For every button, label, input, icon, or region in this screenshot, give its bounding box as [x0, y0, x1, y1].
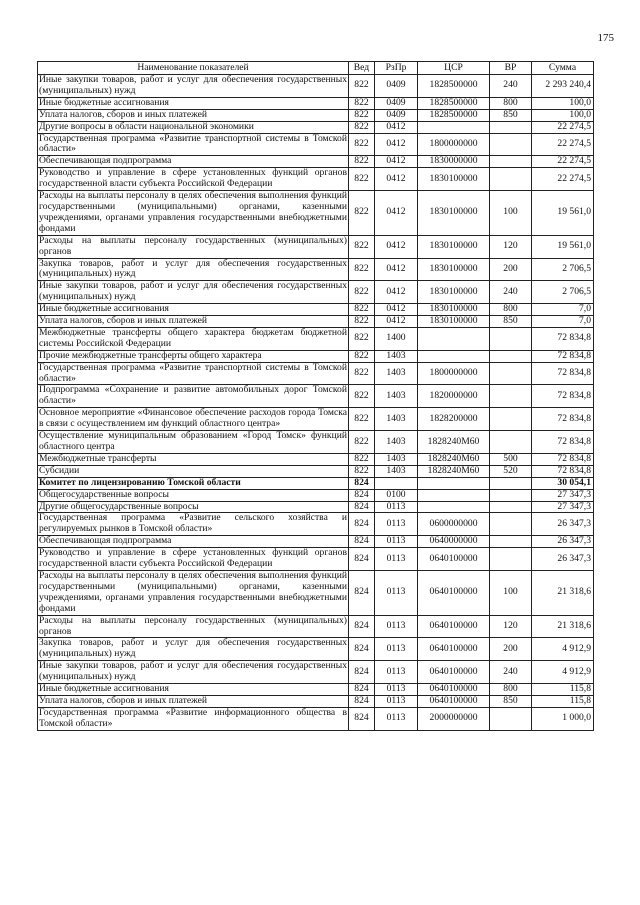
cell-sum: 115,8 — [532, 684, 594, 696]
table-row — [38, 133, 594, 156]
cell-rzpr — [375, 477, 418, 489]
cell-ved: 822 — [349, 75, 375, 98]
cell-name: Субсидии — [38, 465, 349, 477]
cell-rzpr: 0412 — [375, 191, 418, 236]
cell-sum: 72 834,8 — [532, 350, 594, 362]
cell-csr: 1800000000 — [418, 133, 490, 156]
table-row — [38, 684, 594, 696]
cell-sum: 2 706,5 — [532, 281, 594, 304]
cell-ved: 824 — [349, 548, 375, 571]
cell-rzpr: 0412 — [375, 133, 418, 156]
cell-rzpr: 0113 — [375, 548, 418, 571]
table-row — [38, 707, 594, 730]
cell-name: Межбюджетные трансферты — [38, 453, 349, 465]
cell-csr: 0640100000 — [418, 570, 490, 615]
cell-csr: 1830100000 — [418, 168, 490, 191]
cell-name: Расходы на выплаты персоналу государственных (муниципальных) органов — [39, 234, 347, 257]
cell-rzpr: 0113 — [375, 695, 418, 707]
cell-name: Руководство и управление в сфере установленных функций органов государственной власти субъекта Российской Федерации — [39, 167, 347, 190]
cell-rzpr: 0409 — [375, 109, 418, 121]
cell-vr: 800 — [490, 304, 532, 316]
cell-vr: 200 — [490, 638, 532, 661]
table-row — [38, 408, 594, 431]
cell-vr: 500 — [490, 453, 532, 465]
cell-sum: 4 912,9 — [532, 638, 594, 661]
cell-ved: 822 — [349, 408, 375, 431]
table-row — [38, 695, 594, 707]
cell-sum: 72 834,8 — [532, 453, 594, 465]
table-row — [38, 570, 594, 615]
cell-rzpr: 0113 — [375, 570, 418, 615]
cell-rzpr: 0113 — [375, 638, 418, 661]
table-row — [38, 501, 594, 513]
cell-vr — [490, 408, 532, 431]
cell-name: Государственная программа «Развитие информационного общества в Томской области» — [39, 706, 347, 729]
cell-ved: 822 — [349, 304, 375, 316]
cell-sum: 22 274,5 — [532, 168, 594, 191]
cell-vr: 120 — [490, 235, 532, 258]
cell-vr — [490, 156, 532, 168]
cell-csr — [418, 327, 490, 350]
cell-csr: 1828500000 — [418, 75, 490, 98]
cell-name: Расходы на выплаты персоналу в целях обеспечения выполнения функций государственными (муниципальными) органами, казенными учреждениями, органами управления государственными внебюджетными фондами — [39, 190, 347, 234]
header-csr: ЦСР — [418, 62, 490, 75]
cell-vr: 200 — [490, 258, 532, 281]
table-row — [38, 258, 594, 281]
cell-csr — [418, 489, 490, 501]
cell-rzpr: 0412 — [375, 316, 418, 328]
header-vr: ВР — [490, 62, 532, 75]
cell-ved: 824 — [349, 638, 375, 661]
cell-rzpr: 0412 — [375, 235, 418, 258]
cell-ved: 824 — [349, 501, 375, 513]
cell-ved: 822 — [349, 133, 375, 156]
cell-csr: 1830100000 — [418, 235, 490, 258]
cell-name: Обеспечивающая подпрограмма — [38, 536, 349, 548]
cell-ved: 824 — [349, 695, 375, 707]
cell-vr: 240 — [490, 661, 532, 684]
cell-vr — [490, 536, 532, 548]
cell-vr — [490, 489, 532, 501]
cell-csr: 1828500000 — [418, 109, 490, 121]
cell-rzpr: 0113 — [375, 684, 418, 696]
cell-ved: 824 — [349, 661, 375, 684]
cell-csr: 1830100000 — [418, 258, 490, 281]
cell-csr — [418, 121, 490, 133]
cell-name: Обеспечивающая подпрограмма — [38, 156, 349, 168]
cell-ved: 822 — [349, 281, 375, 304]
cell-name: Другие вопросы в области национальной экономики — [38, 121, 349, 133]
header-rzpr: РзПр — [375, 62, 418, 75]
table-row — [38, 362, 594, 385]
cell-sum: 26 347,3 — [532, 536, 594, 548]
cell-name: Иные бюджетные ассигнования — [38, 97, 349, 109]
cell-name: Осуществление муниципальным образованием «Город Томск» функций областного центра — [39, 430, 347, 452]
cell-vr — [490, 707, 532, 730]
cell-csr: 1828240М60 — [418, 465, 490, 477]
cell-ved: 822 — [349, 109, 375, 121]
cell-ved: 822 — [349, 362, 375, 385]
cell-csr: 1830100000 — [418, 191, 490, 236]
table-row — [38, 316, 594, 328]
cell-sum: 26 347,3 — [532, 513, 594, 536]
cell-name: Подпрограмма «Сохранение и развитие автомобильных дорог Томской области» — [39, 384, 347, 407]
cell-vr: 240 — [490, 281, 532, 304]
cell-rzpr: 1403 — [375, 465, 418, 477]
cell-rzpr: 1400 — [375, 327, 418, 350]
cell-ved: 822 — [349, 431, 375, 454]
table-row — [38, 548, 594, 571]
cell-rzpr: 0412 — [375, 156, 418, 168]
cell-sum: 100,0 — [532, 97, 594, 109]
cell-name: Уплата налогов, сборов и иных платежей — [38, 695, 349, 707]
cell-vr: 100 — [490, 570, 532, 615]
cell-name: Иные закупки товаров, работ и услуг для обеспечения государственных (муниципальных) нужд — [39, 660, 347, 683]
cell-vr: 240 — [490, 75, 532, 98]
cell-rzpr: 0113 — [375, 536, 418, 548]
cell-vr: 120 — [490, 615, 532, 638]
cell-sum: 30 054,1 — [532, 477, 594, 489]
cell-name: Комитет по лицензированию Томской области — [38, 477, 349, 489]
cell-csr: 1800000000 — [418, 362, 490, 385]
cell-rzpr: 0100 — [375, 489, 418, 501]
cell-sum: 100,0 — [532, 109, 594, 121]
cell-rzpr: 0412 — [375, 304, 418, 316]
cell-sum: 7,0 — [532, 316, 594, 328]
cell-rzpr: 0412 — [375, 168, 418, 191]
cell-ved: 822 — [349, 121, 375, 133]
page-number: 175 — [597, 32, 614, 44]
cell-csr: 0640100000 — [418, 548, 490, 571]
cell-ved: 822 — [349, 465, 375, 477]
cell-sum: 22 274,5 — [532, 133, 594, 156]
table-row — [38, 489, 594, 501]
cell-vr — [490, 513, 532, 536]
table-row — [38, 281, 594, 304]
cell-name: Государственная программа «Развитие сельского хозяйства и регулируемых рынков в Томской области» — [39, 512, 347, 535]
header-name: Наименование показателей — [38, 62, 349, 75]
cell-vr — [490, 362, 532, 385]
table-row — [38, 385, 594, 408]
cell-rzpr: 0113 — [375, 501, 418, 513]
cell-sum: 19 561,0 — [532, 191, 594, 236]
table-row — [38, 465, 594, 477]
cell-rzpr: 0113 — [375, 513, 418, 536]
cell-name: Прочие межбюджетные трансферты общего характера — [38, 350, 349, 362]
cell-name: Государственная программа «Развитие транспортной системы в Томской области» — [39, 361, 347, 384]
cell-ved: 824 — [349, 684, 375, 696]
cell-rzpr: 0412 — [375, 281, 418, 304]
table-row — [38, 304, 594, 316]
table-row — [38, 75, 594, 98]
cell-sum: 72 834,8 — [532, 431, 594, 454]
cell-vr — [490, 431, 532, 454]
cell-vr — [490, 327, 532, 350]
cell-vr — [490, 168, 532, 191]
cell-csr: 0640000000 — [418, 536, 490, 548]
cell-csr: 0640100000 — [418, 638, 490, 661]
cell-sum: 72 834,8 — [532, 362, 594, 385]
table-row — [38, 513, 594, 536]
cell-name: Уплата налогов, сборов и иных платежей — [38, 109, 349, 121]
cell-sum: 1 000,0 — [532, 707, 594, 730]
cell-ved: 824 — [349, 489, 375, 501]
cell-name: Руководство и управление в сфере установленных функций органов государственной власти субъекта Российской Федерации — [39, 547, 347, 570]
cell-vr: 850 — [490, 316, 532, 328]
cell-sum: 4 912,9 — [532, 661, 594, 684]
cell-sum: 19 561,0 — [532, 235, 594, 258]
cell-ved: 822 — [349, 258, 375, 281]
cell-ved: 824 — [349, 536, 375, 548]
cell-csr: 0640100000 — [418, 695, 490, 707]
cell-sum: 26 347,3 — [532, 548, 594, 571]
cell-ved: 824 — [349, 570, 375, 615]
cell-vr — [490, 501, 532, 513]
cell-name: Общегосударственные вопросы — [38, 489, 349, 501]
cell-ved: 822 — [349, 235, 375, 258]
cell-sum: 21 318,6 — [532, 615, 594, 638]
table-row — [38, 477, 594, 489]
cell-vr: 850 — [490, 109, 532, 121]
cell-csr — [418, 350, 490, 362]
cell-csr: 0600000000 — [418, 513, 490, 536]
cell-rzpr: 1403 — [375, 362, 418, 385]
cell-vr — [490, 548, 532, 571]
cell-vr: 850 — [490, 695, 532, 707]
cell-name: Иные закупки товаров, работ и услуг для обеспечения государственных (муниципальных) нужд — [39, 280, 347, 303]
table-body — [38, 75, 594, 731]
table-row — [38, 97, 594, 109]
header-ved: Вед — [349, 62, 375, 75]
cell-ved: 822 — [349, 156, 375, 168]
cell-ved: 824 — [349, 513, 375, 536]
cell-rzpr: 1403 — [375, 385, 418, 408]
cell-csr: 1830100000 — [418, 304, 490, 316]
cell-ved: 822 — [349, 191, 375, 236]
table-row — [38, 191, 594, 236]
cell-ved: 822 — [349, 327, 375, 350]
cell-ved: 822 — [349, 316, 375, 328]
table-row — [38, 638, 594, 661]
cell-ved: 824 — [349, 615, 375, 638]
cell-sum: 2 293 240,4 — [532, 75, 594, 98]
cell-ved: 824 — [349, 707, 375, 730]
table-row — [38, 615, 594, 638]
cell-rzpr: 0412 — [375, 258, 418, 281]
cell-sum: 72 834,8 — [532, 465, 594, 477]
header-sum: Сумма — [532, 62, 594, 75]
cell-name: Расходы на выплаты персоналу в целях обеспечения выполнения функций государственными (муниципальными) органами, казенными учреждениями, органами управления государственными внебюджетными фондами — [39, 569, 347, 614]
cell-sum: 115,8 — [532, 695, 594, 707]
cell-rzpr: 1403 — [375, 350, 418, 362]
cell-name: Закупка товаров, работ и услуг для обеспечения государственных (муниципальных) нужд — [39, 257, 347, 280]
cell-name: Иные бюджетные ассигнования — [38, 684, 349, 696]
cell-name: Уплата налогов, сборов и иных платежей — [38, 316, 349, 328]
cell-csr: 0640100000 — [418, 684, 490, 696]
table-row — [38, 350, 594, 362]
cell-name: Основное мероприятие «Финансовое обеспечение расходов города Томска в связи с осуществлением им функций областного центра» — [39, 407, 347, 430]
table-row — [38, 121, 594, 133]
cell-vr: 800 — [490, 684, 532, 696]
cell-rzpr: 1403 — [375, 408, 418, 431]
table-header-row — [38, 62, 594, 75]
cell-csr: 1830000000 — [418, 156, 490, 168]
cell-ved: 822 — [349, 97, 375, 109]
cell-csr: 1830100000 — [418, 316, 490, 328]
cell-vr — [490, 121, 532, 133]
cell-vr: 520 — [490, 465, 532, 477]
cell-csr: 0640100000 — [418, 661, 490, 684]
cell-csr: 0640100000 — [418, 615, 490, 638]
cell-sum: 7,0 — [532, 304, 594, 316]
cell-name: Другие общегосударственные вопросы — [38, 501, 349, 513]
table-row — [38, 661, 594, 684]
cell-ved: 822 — [349, 350, 375, 362]
cell-sum: 21 318,6 — [532, 570, 594, 615]
cell-sum: 22 274,5 — [532, 121, 594, 133]
cell-name: Закупка товаров, работ и услуг для обеспечения государственных (муниципальных) нужд — [39, 637, 347, 660]
table-row — [38, 156, 594, 168]
table-row — [38, 327, 594, 350]
cell-vr — [490, 350, 532, 362]
table-row — [38, 431, 594, 454]
cell-rzpr: 0113 — [375, 707, 418, 730]
cell-vr — [490, 477, 532, 489]
table-row — [38, 453, 594, 465]
cell-ved: 824 — [349, 477, 375, 489]
cell-vr: 100 — [490, 191, 532, 236]
cell-rzpr: 0412 — [375, 121, 418, 133]
cell-name: Расходы на выплаты персоналу государственных (муниципальных) органов — [39, 614, 347, 637]
cell-sum: 27 347,3 — [532, 489, 594, 501]
cell-name: Иные закупки товаров, работ и услуг для обеспечения государственных (муниципальных) нужд — [39, 74, 347, 96]
cell-csr: 1820000000 — [418, 385, 490, 408]
budget-table — [37, 61, 594, 731]
table-row — [38, 235, 594, 258]
cell-ved: 822 — [349, 453, 375, 465]
cell-csr: 1828500000 — [418, 97, 490, 109]
cell-name: Государственная программа «Развитие транспортной системы в Томской области» — [39, 132, 347, 155]
cell-name: Межбюджетные трансферты общего характера бюджетам бюджетной системы Российской Федерации — [39, 326, 347, 349]
cell-rzpr: 1403 — [375, 431, 418, 454]
cell-rzpr: 0409 — [375, 97, 418, 109]
cell-csr: 1830100000 — [418, 281, 490, 304]
table-row — [38, 536, 594, 548]
cell-csr: 1828240М60 — [418, 453, 490, 465]
cell-ved: 822 — [349, 385, 375, 408]
cell-csr: 2000000000 — [418, 707, 490, 730]
cell-vr — [490, 133, 532, 156]
table-row — [38, 109, 594, 121]
cell-rzpr: 1403 — [375, 453, 418, 465]
cell-rzpr: 0409 — [375, 75, 418, 98]
cell-sum: 27 347,3 — [532, 501, 594, 513]
cell-csr — [418, 501, 490, 513]
cell-csr: 1828200000 — [418, 408, 490, 431]
cell-sum: 72 834,8 — [532, 385, 594, 408]
cell-csr — [418, 477, 490, 489]
cell-rzpr: 0113 — [375, 615, 418, 638]
cell-sum: 72 834,8 — [532, 408, 594, 431]
cell-sum: 22 274,5 — [532, 156, 594, 168]
table-row — [38, 168, 594, 191]
cell-vr — [490, 385, 532, 408]
cell-name: Иные бюджетные ассигнования — [38, 304, 349, 316]
cell-ved: 822 — [349, 168, 375, 191]
cell-csr: 1828240М60 — [418, 431, 490, 454]
cell-vr: 800 — [490, 97, 532, 109]
cell-rzpr: 0113 — [375, 661, 418, 684]
cell-sum: 72 834,8 — [532, 327, 594, 350]
cell-sum: 2 706,5 — [532, 258, 594, 281]
